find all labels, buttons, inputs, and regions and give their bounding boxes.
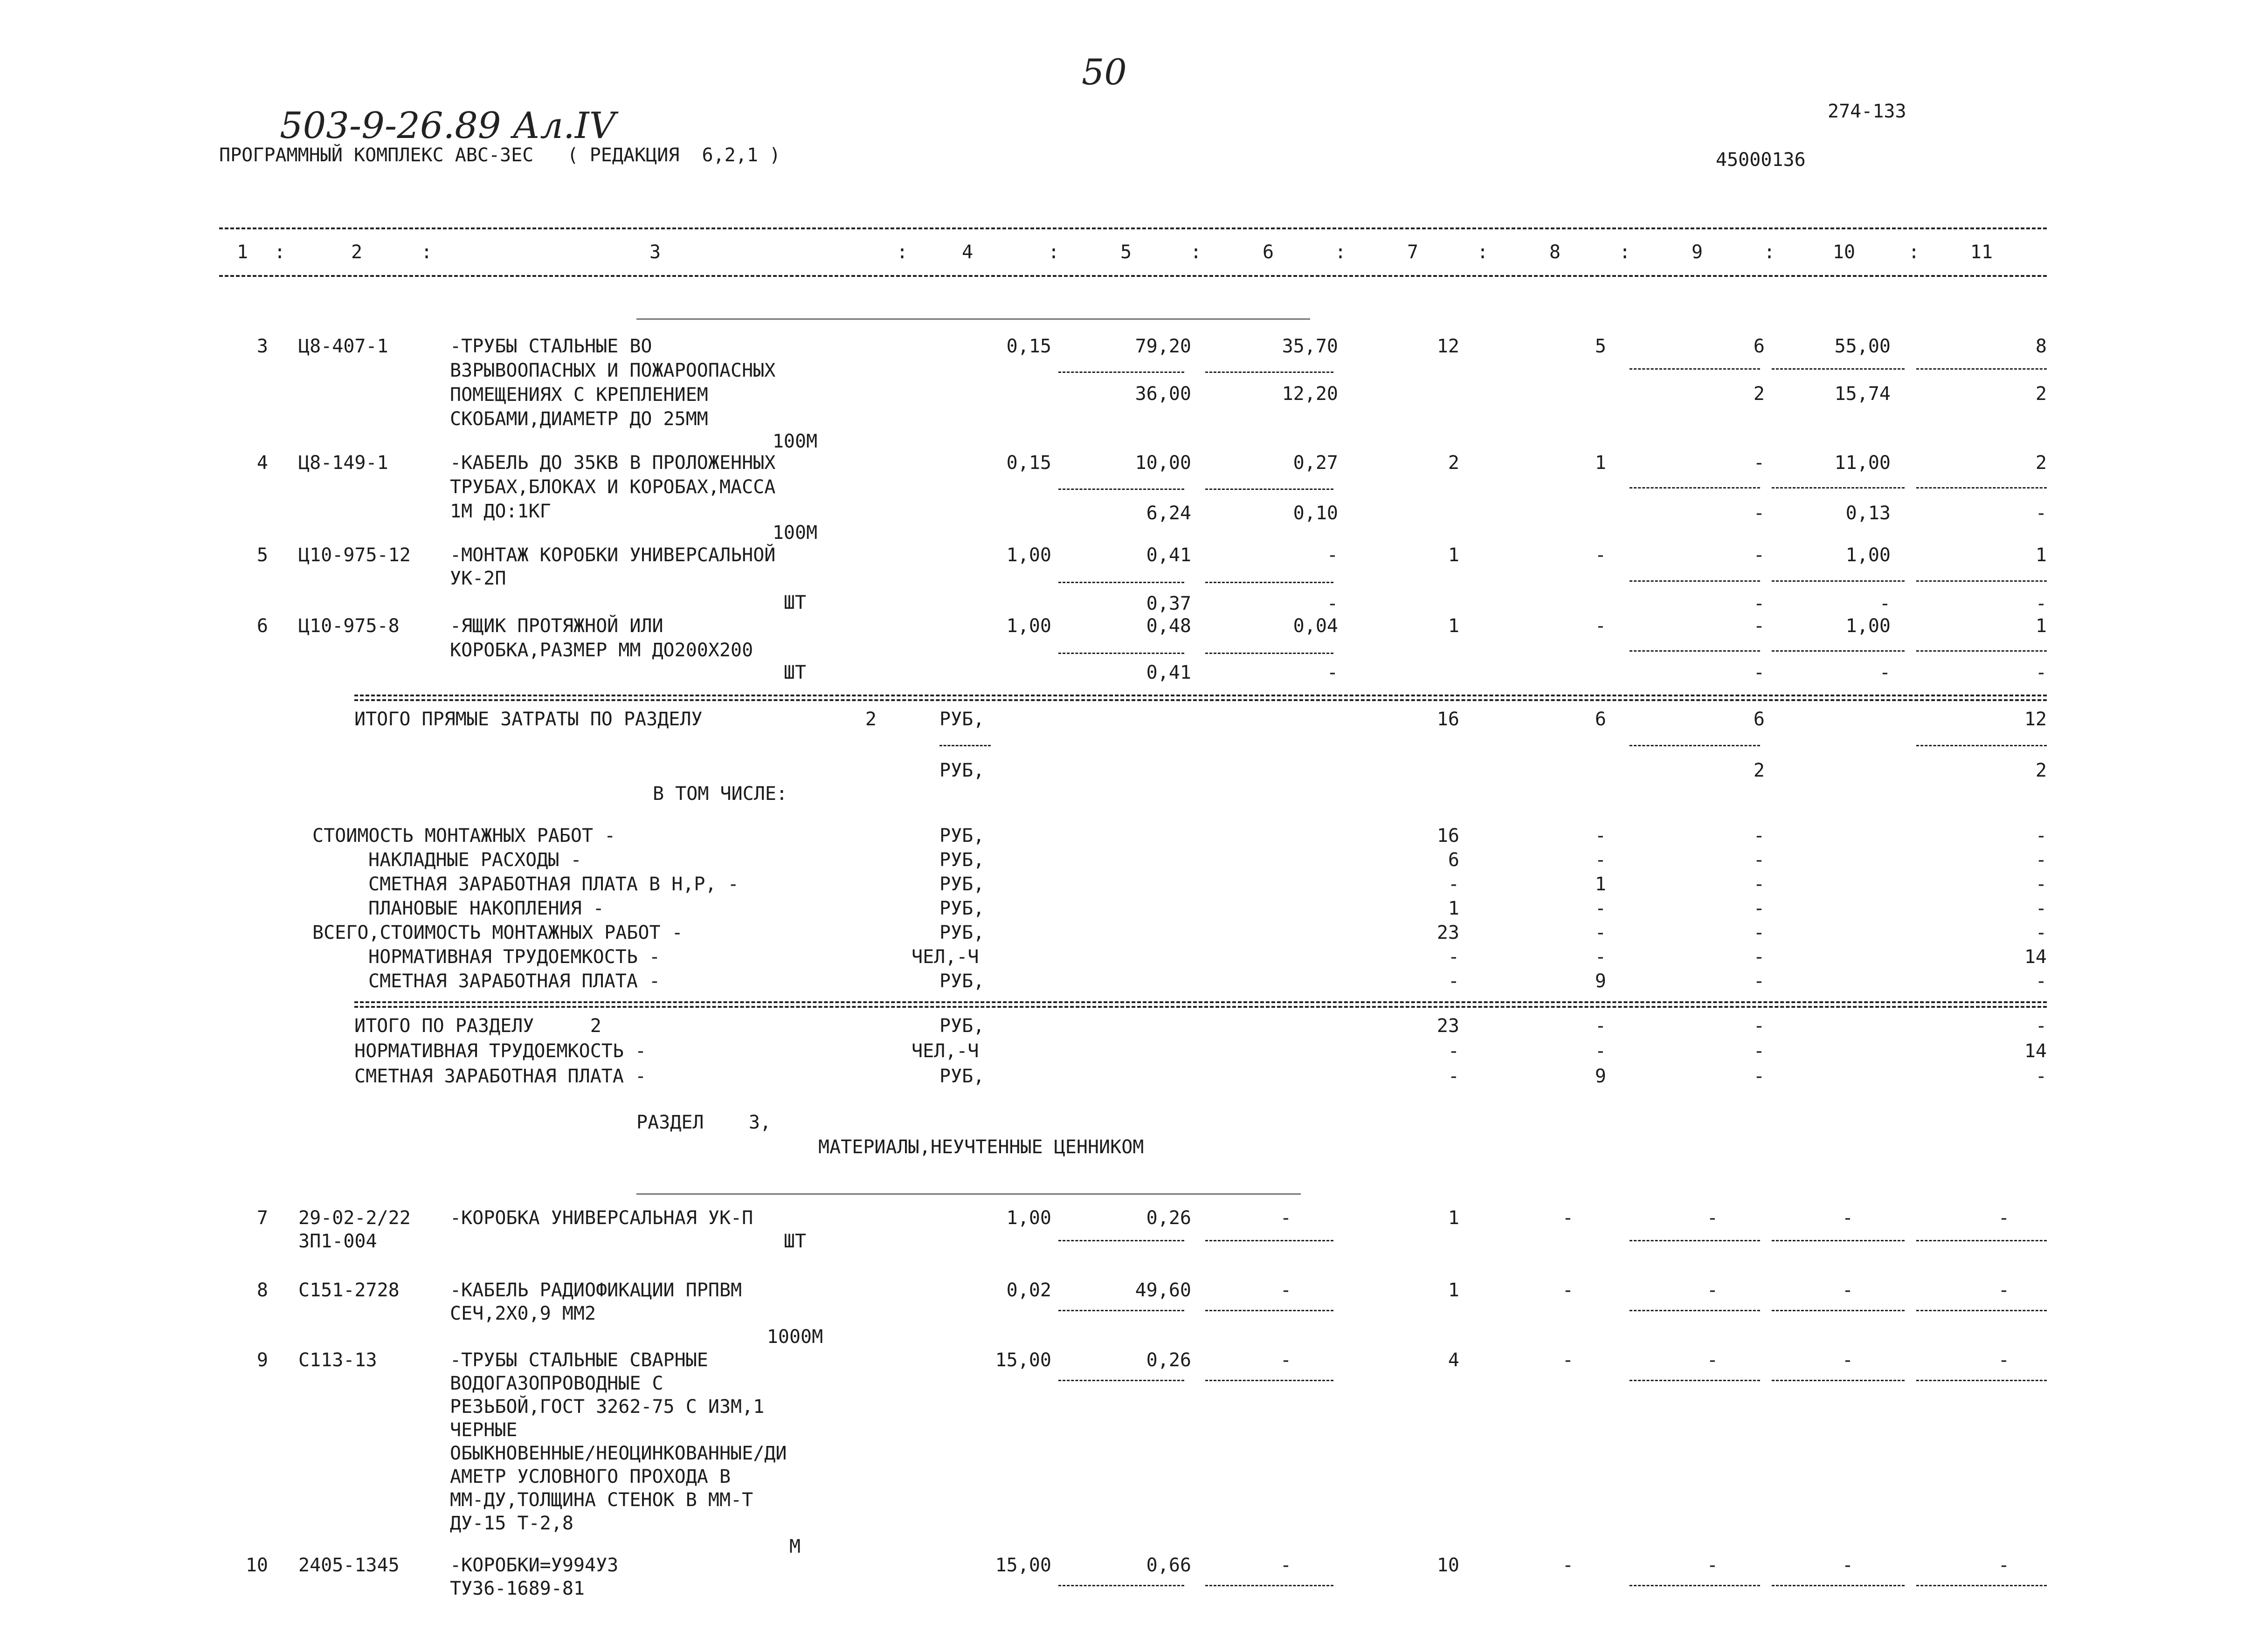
column-separator: :: [896, 241, 908, 263]
rule-line: [1916, 1240, 2047, 1241]
direct-costs-section: 2: [865, 709, 877, 730]
section-total-label: ИТОГО ПО РАЗДЕЛУ 2: [354, 1015, 601, 1037]
item-price-machines-wage: -: [1326, 662, 1338, 683]
column-header-6: 6: [1262, 241, 1274, 263]
item-cost-wage: 1: [1595, 452, 1606, 474]
breakdown-machines: -: [1753, 946, 1765, 968]
material-description: СЕЧ,2Х0,9 ММ2: [450, 1303, 596, 1324]
breakdown-label: НАКЛАДНЫЕ РАСХОДЫ -: [368, 849, 582, 871]
material-cost-machines: -: [1706, 1280, 1718, 1301]
breakdown-total: -: [1448, 874, 1459, 895]
doc-number: 503-9-26.89 Ал.IV: [280, 105, 615, 147]
rule-line: [1772, 487, 1905, 489]
material-description: ММ-ДУ,ТОЛЩИНА СТЕНОК В ММ-Т: [450, 1489, 753, 1511]
rule-line: [1058, 1585, 1184, 1586]
item-labor-unit: 1,00: [1845, 544, 1891, 566]
material-cost-wage: -: [1562, 1207, 1574, 1229]
rule-line: [1630, 580, 1760, 582]
rule-line: [1630, 650, 1760, 652]
item-labor-unit-mach: 15,74: [1834, 383, 1891, 405]
rule-line: [1630, 368, 1760, 370]
section-total-labor: -: [2035, 1066, 2047, 1087]
direct-costs-machines-wage: 2: [1753, 760, 1765, 781]
item-price-wage: 0,37: [1146, 593, 1191, 614]
material-cost-machines: -: [1706, 1349, 1718, 1371]
rule-line: [939, 745, 991, 746]
section-total-label: СМЕТНАЯ ЗАРАБОТНАЯ ПЛАТА -: [354, 1066, 647, 1087]
material-labor-total: -: [1998, 1349, 2009, 1371]
item-price-wage: 6,24: [1146, 502, 1191, 524]
item-price-total: 0,41: [1146, 544, 1191, 566]
item-price-total: 79,20: [1135, 336, 1191, 357]
breakdown-total: 1: [1448, 898, 1459, 919]
breakdown-label: СМЕТНАЯ ЗАРАБОТНАЯ ПЛАТА -: [368, 971, 661, 992]
item-labor-total-mach: -: [2035, 662, 2047, 683]
header-right: 45000136: [1716, 149, 1806, 171]
item-description: КОРОБКА,РАЗМЕР ММ ДО200Х200: [450, 640, 753, 661]
breakdown-label: СТОИМОСТЬ МОНТАЖНЫХ РАБОТ -: [312, 825, 616, 847]
rule-line: [1772, 368, 1905, 370]
item-labor-unit: 55,00: [1834, 336, 1891, 357]
section-total-total: -: [1448, 1066, 1459, 1087]
column-header-2: 2: [351, 241, 363, 263]
column-separator: :: [1619, 241, 1631, 263]
item-cost-machines-wage: 2: [1753, 383, 1765, 405]
rule-line: [1205, 582, 1333, 583]
section-total-wage: 9: [1595, 1066, 1606, 1087]
breakdown-label: ВСЕГО,СТОИМОСТЬ МОНТАЖНЫХ РАБОТ -: [312, 922, 683, 943]
material-quantity: 1,00: [1006, 1207, 1051, 1229]
breakdown-unit: РУБ,: [939, 874, 985, 895]
material-labor-total: -: [1998, 1555, 2009, 1576]
item-cost-machines: -: [1753, 544, 1765, 566]
item-labor-unit-mach: -: [1879, 593, 1891, 614]
item-description: УК-2П: [450, 568, 506, 589]
column-separator: :: [1908, 241, 1920, 263]
rule-line: [1205, 1240, 1333, 1241]
breakdown-machines: -: [1753, 922, 1765, 943]
item-price-machines: 0,27: [1293, 452, 1338, 474]
material-quantity: 0,02: [1006, 1280, 1051, 1301]
direct-costs-labor-mach: 2: [2035, 760, 2047, 781]
rule-line: [1772, 1310, 1905, 1311]
rule-line: [1058, 653, 1184, 654]
rule-line: [1058, 1240, 1184, 1241]
direct-costs-unit: РУБ,: [939, 709, 985, 730]
section-3-title: МАТЕРИАЛЫ,НЕУЧТЕННЫЕ ЦЕННИКОМ: [818, 1136, 1144, 1158]
item-price-wage: 36,00: [1135, 383, 1191, 405]
breakdown-total: 23: [1436, 922, 1459, 943]
material-labor-unit: -: [1842, 1280, 1853, 1301]
material-quantity: 15,00: [995, 1555, 1051, 1576]
material-number: 7: [256, 1207, 268, 1229]
page-number: 50: [1082, 51, 1127, 93]
rule-line: [1916, 1585, 2047, 1586]
rule-line: [1916, 1380, 2047, 1381]
breakdown-labor: -: [2035, 849, 2047, 871]
item-labor-total: 8: [2035, 336, 2047, 357]
rule-line: [1058, 1310, 1184, 1311]
material-labor-unit: -: [1842, 1555, 1853, 1576]
material-price: 0,26: [1146, 1207, 1191, 1229]
item-unit: 100М: [772, 431, 818, 452]
rule-line: [354, 699, 2047, 701]
item-cost-machines-wage: -: [1753, 662, 1765, 683]
item-quantity: 0,15: [1006, 452, 1051, 474]
rule-line: [354, 695, 2047, 696]
direct-costs-wage: 6: [1595, 709, 1606, 730]
item-labor-total: 1: [2035, 544, 2047, 566]
material-description: ВОДОГАЗОПРОВОДНЫЕ С: [450, 1373, 663, 1394]
item-description: СКОБАМИ,ДИАМЕТР ДО 25ММ: [450, 408, 708, 430]
direct-costs-machines: 6: [1753, 709, 1765, 730]
item-cost-machines: -: [1753, 452, 1765, 474]
rule-line: [1772, 650, 1905, 652]
item-cost-machines-wage: -: [1753, 502, 1765, 524]
material-labor-unit: -: [1842, 1349, 1853, 1371]
section-total-total: -: [1448, 1040, 1459, 1062]
section-3-label: РАЗДЕЛ 3,: [636, 1112, 771, 1133]
rule-line: [1772, 580, 1905, 582]
column-header-4: 4: [961, 241, 974, 263]
breakdown-machines: -: [1753, 825, 1765, 847]
direct-costs-total: 16: [1436, 709, 1459, 730]
breakdown-labor: -: [2035, 874, 2047, 895]
item-cost-machines-wage: -: [1753, 593, 1765, 614]
column-separator: :: [421, 241, 433, 263]
column-separator: :: [274, 241, 286, 263]
rule-line: [219, 275, 2047, 277]
rule-line: [1205, 372, 1333, 373]
column-header-5: 5: [1120, 241, 1132, 263]
material-cost-total: 1: [1448, 1207, 1459, 1229]
material-unit: ШТ: [783, 1231, 807, 1252]
material-quantity: 15,00: [995, 1349, 1051, 1371]
item-labor-total-mach: -: [2035, 593, 2047, 614]
rule-line: [1205, 653, 1333, 654]
breakdown-unit: РУБ,: [939, 898, 985, 919]
breakdown-wage: -: [1595, 849, 1606, 871]
item-cost-total: 12: [1436, 336, 1459, 357]
material-code: 3П1-004: [298, 1231, 377, 1252]
section-total-labor: 14: [2024, 1040, 2047, 1062]
item-number: 5: [256, 544, 268, 566]
rule-line: [1916, 1310, 2047, 1311]
rule-line: [1630, 487, 1760, 489]
item-price-machines: 35,70: [1282, 336, 1338, 357]
rule-line: [1630, 745, 1760, 746]
including-label: В ТОМ ЧИСЛЕ:: [653, 783, 787, 805]
material-price: 0,66: [1146, 1555, 1191, 1576]
item-number: 6: [256, 615, 268, 637]
material-cost-wage: -: [1562, 1555, 1574, 1576]
breakdown-machines: -: [1753, 874, 1765, 895]
material-unit: М: [789, 1536, 801, 1557]
breakdown-machines: -: [1753, 849, 1765, 871]
breakdown-unit: ЧЕЛ,-Ч: [911, 946, 979, 968]
material-cost-machines: -: [1706, 1207, 1718, 1229]
breakdown-total: 16: [1436, 825, 1459, 847]
column-separator: :: [1477, 241, 1489, 263]
material-cost-total: 4: [1448, 1349, 1459, 1371]
rule-line: [1772, 1585, 1905, 1586]
material-cost-wage: -: [1562, 1280, 1574, 1301]
rule-line: [1630, 1585, 1760, 1586]
material-labor-unit: -: [1842, 1207, 1853, 1229]
material-code: 29-02-2/22: [298, 1207, 411, 1229]
section-total-unit: РУБ,: [939, 1015, 985, 1037]
item-cost-machines: 6: [1753, 336, 1765, 357]
column-header-7: 7: [1407, 241, 1419, 263]
breakdown-wage: -: [1595, 946, 1606, 968]
item-labor-total-mach: 2: [2035, 383, 2047, 405]
item-cost-wage: 5: [1595, 336, 1606, 357]
material-labor-total: -: [1998, 1207, 2009, 1229]
material-description: АМЕТР УСЛОВНОГО ПРОХОДА В: [450, 1466, 731, 1487]
rule-line: [1058, 489, 1184, 490]
column-header-9: 9: [1691, 241, 1703, 263]
direct-costs-unit-2: РУБ,: [939, 760, 985, 781]
rule-line: [354, 1006, 2047, 1008]
material-price: 49,60: [1135, 1280, 1191, 1301]
material-number: 9: [256, 1349, 268, 1371]
rule-line: [1916, 745, 2047, 746]
material-cost-machines: -: [1706, 1555, 1718, 1576]
material-number: 10: [245, 1555, 268, 1576]
rule-line: [1205, 1585, 1333, 1586]
material-code: С151-2728: [298, 1280, 400, 1301]
item-labor-unit: 11,00: [1834, 452, 1891, 474]
material-description: ТУ36-1689-81: [450, 1578, 585, 1599]
column-header-8: 8: [1549, 241, 1561, 263]
material-cost-total: 10: [1436, 1555, 1459, 1576]
item-price-machines-wage: 12,20: [1282, 383, 1338, 405]
item-cost-total: 1: [1448, 615, 1459, 637]
material-description: ЧЕРНЫЕ: [450, 1419, 518, 1441]
rule-line: [636, 318, 1310, 322]
rule-line: [1058, 582, 1184, 583]
column-header-10: 10: [1832, 241, 1856, 263]
item-price-total: 10,00: [1135, 452, 1191, 474]
item-price-machines: 0,04: [1293, 615, 1338, 637]
rule-line: [1772, 1240, 1905, 1241]
material-price: 0,26: [1146, 1349, 1191, 1371]
material-code: 2405-1345: [298, 1555, 400, 1576]
material-cost-wage: -: [1562, 1349, 1574, 1371]
material-description: -КОРОБКИ=У994У3: [450, 1555, 619, 1576]
section-total-labor: -: [2035, 1015, 2047, 1037]
item-cost-total: 2: [1448, 452, 1459, 474]
material-cost-total: 1: [1448, 1280, 1459, 1301]
section-total-label: НОРМАТИВНАЯ ТРУДОЕМКОСТЬ -: [354, 1040, 647, 1062]
material-code: С113-13: [298, 1349, 377, 1371]
rule-line: [1058, 1380, 1184, 1381]
rule-line: [1630, 1310, 1760, 1311]
breakdown-wage: 1: [1595, 874, 1606, 895]
item-number: 3: [256, 336, 268, 357]
item-quantity: 1,00: [1006, 615, 1051, 637]
section-total-machines: -: [1753, 1040, 1765, 1062]
item-cost-wage: -: [1595, 544, 1606, 566]
direct-costs-label: ИТОГО ПРЯМЫЕ ЗАТРАТЫ ПО РАЗДЕЛУ: [354, 709, 703, 730]
material-price-machines: -: [1280, 1555, 1291, 1576]
rule-line: [1916, 650, 2047, 652]
breakdown-machines: -: [1753, 898, 1765, 919]
rule-line: [1205, 1380, 1333, 1381]
breakdown-wage: -: [1595, 825, 1606, 847]
breakdown-labor: 14: [2024, 946, 2047, 968]
breakdown-label: ПЛАНОВЫЕ НАКОПЛЕНИЯ -: [368, 898, 604, 919]
breakdown-total: -: [1448, 946, 1459, 968]
item-code: Ц10-975-12: [298, 544, 411, 566]
item-labor-total: 2: [2035, 452, 2047, 474]
item-description: ВЗРЫВООПАСНЫХ И ПОЖАРООПАСНЫХ: [450, 360, 776, 381]
column-header-11: 11: [1970, 241, 1993, 263]
item-quantity: 0,15: [1006, 336, 1051, 357]
material-price-machines: -: [1280, 1280, 1291, 1301]
material-price-machines: -: [1280, 1207, 1291, 1229]
item-code: Ц10-975-8: [298, 615, 400, 637]
breakdown-wage: -: [1595, 898, 1606, 919]
breakdown-label: НОРМАТИВНАЯ ТРУДОЕМКОСТЬ -: [368, 946, 661, 968]
section-total-wage: -: [1595, 1040, 1606, 1062]
breakdown-unit: РУБ,: [939, 922, 985, 943]
item-labor-unit: 1,00: [1845, 615, 1891, 637]
column-separator: :: [1048, 241, 1060, 263]
material-price-machines: -: [1280, 1349, 1291, 1371]
section-total-unit: РУБ,: [939, 1066, 985, 1087]
rule-line: [1916, 487, 2047, 489]
breakdown-labor: -: [2035, 922, 2047, 943]
item-description: -ТРУБЫ СТАЛЬНЫЕ ВО: [450, 336, 652, 357]
direct-costs-labor: 12: [2024, 709, 2047, 730]
item-price-total: 0,48: [1146, 615, 1191, 637]
item-cost-wage: -: [1595, 615, 1606, 637]
rule-line: [354, 1001, 2047, 1003]
material-description: -КОРОБКА УНИВЕРСАЛЬНАЯ УК-П: [450, 1207, 753, 1229]
item-description: 1М ДО:1КГ: [450, 501, 551, 522]
breakdown-wage: -: [1595, 922, 1606, 943]
breakdown-label: СМЕТНАЯ ЗАРАБОТНАЯ ПЛАТА В Н,Р, -: [368, 874, 739, 895]
material-description: -ТРУБЫ СТАЛЬНЫЕ СВАРНЫЕ: [450, 1349, 708, 1371]
breakdown-total: -: [1448, 971, 1459, 992]
material-description: ДУ-15 Т-2,8: [450, 1513, 573, 1534]
rule-line: [219, 227, 2047, 229]
item-quantity: 1,00: [1006, 544, 1051, 566]
breakdown-labor: -: [2035, 971, 2047, 992]
rule-line: [1058, 372, 1184, 373]
item-unit: 100М: [772, 522, 818, 544]
breakdown-labor: -: [2035, 825, 2047, 847]
item-labor-unit-mach: -: [1879, 662, 1891, 683]
column-header-1: 1: [236, 241, 249, 263]
item-price-machines-wage: 0,10: [1293, 502, 1338, 524]
item-code: Ц8-149-1: [298, 452, 388, 474]
item-description: -МОНТАЖ КОРОБКИ УНИВЕРСАЛЬНОЙ: [450, 544, 776, 566]
item-description: -КАБЕЛЬ ДО 35КВ В ПРОЛОЖЕННЫХ: [450, 452, 776, 474]
column-separator: :: [1190, 241, 1202, 263]
section-total-total: 23: [1436, 1015, 1459, 1037]
item-labor-total-mach: -: [2035, 502, 2047, 524]
item-unit: ШТ: [783, 592, 807, 613]
material-labor-total: -: [1998, 1280, 2009, 1301]
item-unit: ШТ: [783, 662, 807, 683]
material-unit: 1000М: [766, 1326, 823, 1348]
rule-line: [636, 1193, 1301, 1197]
breakdown-total: 6: [1448, 849, 1459, 871]
section-total-wage: -: [1595, 1015, 1606, 1037]
rule-line: [1205, 489, 1333, 490]
breakdown-wage: 9: [1595, 971, 1606, 992]
item-number: 4: [256, 452, 268, 474]
code-top: 274-133: [1828, 101, 1906, 122]
section-total-unit: ЧЕЛ,-Ч: [911, 1040, 979, 1062]
item-labor-unit-mach: 0,13: [1845, 502, 1891, 524]
column-header-3: 3: [649, 241, 661, 263]
rule-line: [1916, 368, 2047, 370]
material-number: 8: [256, 1280, 268, 1301]
breakdown-machines: -: [1753, 971, 1765, 992]
item-price-machines: -: [1326, 544, 1338, 566]
column-separator: :: [1763, 241, 1775, 263]
item-price-machines-wage: -: [1326, 593, 1338, 614]
material-description: РЕЗЬБОЙ,ГОСТ 3262-75 С ИЗМ,1: [450, 1396, 765, 1418]
item-description: -ЯЩИК ПРОТЯЖНОЙ ИЛИ: [450, 615, 663, 637]
breakdown-unit: РУБ,: [939, 971, 985, 992]
material-description: -КАБЕЛЬ РАДИОФИКАЦИИ ПРПВМ: [450, 1280, 742, 1301]
breakdown-unit: РУБ,: [939, 825, 985, 847]
item-description: ПОМЕЩЕНИЯХ С КРЕПЛЕНИЕМ: [450, 384, 708, 406]
section-total-machines: -: [1753, 1066, 1765, 1087]
section-total-machines: -: [1753, 1015, 1765, 1037]
rule-line: [1630, 1240, 1760, 1241]
rule-line: [1916, 580, 2047, 582]
rule-line: [1205, 1310, 1333, 1311]
header-left: ПРОГРАММНЫЙ КОМПЛЕКС АВС-ЗЕС ( РЕДАКЦИЯ 6,2,1 ): [219, 145, 781, 166]
column-separator: :: [1334, 241, 1347, 263]
breakdown-unit: РУБ,: [939, 849, 985, 871]
rule-line: [1630, 1380, 1760, 1381]
item-labor-total: 1: [2035, 615, 2047, 637]
item-code: Ц8-407-1: [298, 336, 388, 357]
material-description: ОБЫКНОВЕННЫЕ/НЕОЦИНКОВАННЫЕ/ДИ: [450, 1443, 787, 1464]
item-cost-total: 1: [1448, 544, 1459, 566]
breakdown-labor: -: [2035, 898, 2047, 919]
rule-line: [1772, 1380, 1905, 1381]
item-price-wage: 0,41: [1146, 662, 1191, 683]
item-description: ТРУБАХ,БЛОКАХ И КОРОБАХ,МАССА: [450, 476, 776, 498]
item-cost-machines: -: [1753, 615, 1765, 637]
